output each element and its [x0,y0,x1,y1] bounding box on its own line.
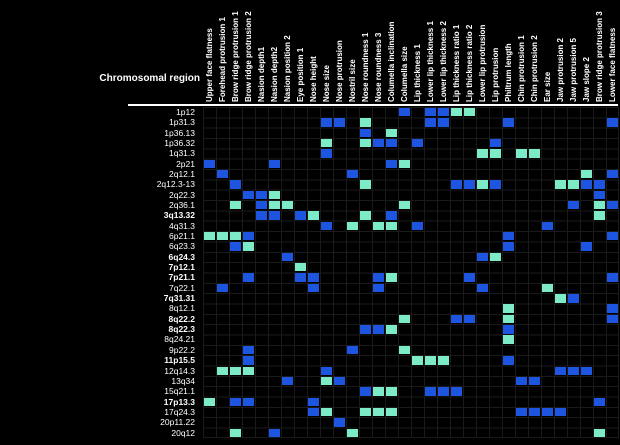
matrix-cell-blue-association [568,294,579,302]
matrix-cell-cyan-association [477,149,488,157]
matrix-cell-blue-association [360,129,371,137]
matrix-cell-cyan-association [490,253,501,261]
matrix-cell-cyan-association [230,232,241,240]
matrix-cell-blue-association [503,325,514,333]
matrix-cell-blue-association [347,346,358,354]
matrix-cell-blue-association [360,325,371,333]
matrix-cell-blue-association [295,211,306,219]
matrix-cell-cyan-association [399,315,410,323]
matrix-cell-blue-association [412,222,423,230]
matrix-cell-cyan-association [295,263,306,271]
matrix-cell-blue-association [607,304,618,312]
matrix-cell-blue-association [334,118,345,126]
matrix-cell-cyan-association [464,108,475,116]
matrix-cell-cyan-association [438,356,449,364]
matrix-cell-blue-association [321,149,332,157]
matrix-cell-blue-association [321,118,332,126]
matrix-cell-blue-association [217,170,228,178]
row-label: 7p12.1 [168,262,195,273]
matrix-cell-cyan-association [347,222,358,230]
row-label: 17q24.3 [164,406,195,417]
matrix-cell-cyan-association [542,284,553,292]
row-label: 6q23.3 [169,241,195,252]
matrix-cell-blue-association [269,211,280,219]
column-label: Nose size [322,65,331,102]
matrix-cell-cyan-association [399,346,410,354]
row-label: 1p12 [176,107,195,117]
matrix-cell-blue-association [321,367,332,375]
matrix-cell-cyan-association [594,429,605,437]
matrix-cell-cyan-association [503,315,514,323]
matrix-cell-blue-association [308,273,319,281]
column-label: Lip thickness ratio 2 [465,24,474,102]
matrix-cell-blue-association [243,191,254,199]
column-label: Nose roundness 3 [374,32,383,102]
matrix-cell-cyan-association [204,398,215,406]
matrix-cell-blue-association [607,232,618,240]
row-label: 11p15.5 [164,355,195,366]
matrix-cell-blue-association [555,367,566,375]
row-label: 8q22.2 [168,313,195,324]
column-label: Ear size [543,71,552,102]
matrix-cell-cyan-association [230,201,241,209]
row-label: 20p11.22 [160,417,195,428]
column-label: Forehead protrusion 1 [218,17,227,102]
column-label: Lower lip protrusion [478,24,487,102]
matrix-cell-cyan-association [269,201,280,209]
matrix-cell-cyan-association [243,242,254,250]
matrix-cell-blue-association [607,315,618,323]
matrix-cell-cyan-association [451,108,462,116]
matrix-cell-blue-association [555,408,566,416]
row-label: 6p21.1 [169,231,195,242]
column-label: Nasion depth2 [270,46,279,102]
matrix-cell-cyan-association [282,201,293,209]
row-label: 7q31.31 [163,293,195,304]
matrix-cell-cyan-association [373,408,384,416]
matrix-cell-blue-association [594,398,605,406]
matrix-cell-blue-association [321,222,332,230]
matrix-cell-blue-association [425,387,436,395]
matrix-cell-cyan-association [503,335,514,343]
matrix-cell-cyan-association [529,149,540,157]
row-label: 6q24.3 [168,251,195,262]
matrix-cell-cyan-association [568,180,579,188]
matrix-cell-blue-association [347,170,358,178]
matrix-cell-blue-association [373,273,384,281]
matrix-cell-cyan-association [230,367,241,375]
matrix-cell-blue-association [243,398,254,406]
matrix-cell-cyan-association [516,149,527,157]
column-label: Philtrum length [504,43,513,102]
matrix-cell-blue-association [204,160,215,168]
row-label: 2q36.1 [169,200,195,211]
matrix-cell-cyan-association [373,387,384,395]
matrix-cell-blue-association [503,242,514,250]
matrix-cell-blue-association [399,108,410,116]
matrix-cell-blue-association [282,377,293,385]
column-label: Nose roundness 1 [361,32,370,102]
matrix-cell-blue-association [256,191,267,199]
matrix-cell-blue-association [607,170,618,178]
matrix-cell-blue-association [438,118,449,126]
column-label: Chin protrusion 2 [530,35,539,102]
row-label: 7p21.1 [168,272,195,283]
matrix-cell-cyan-association [594,211,605,219]
column-label: Brow ridge protrusion 1 [231,11,240,102]
matrix-cell-blue-association [386,139,397,147]
matrix-cell-blue-association [256,201,267,209]
matrix-cell-cyan-association [386,387,397,395]
matrix-cell-cyan-association [217,367,228,375]
matrix-cell-blue-association [230,180,241,188]
matrix-cell-cyan-association [217,232,228,240]
column-label: Lip thickness ratio 1 [452,24,461,102]
matrix-cell-cyan-association [360,180,371,188]
matrix-cell-blue-association [503,232,514,240]
matrix-cell-blue-association [568,367,579,375]
matrix-cell-blue-association [529,377,540,385]
matrix-cell-blue-association [516,377,527,385]
matrix-cell-blue-association [217,284,228,292]
column-label: Lip thickness 1 [413,44,422,102]
column-label: Nostril size [348,59,357,102]
matrix-cell-blue-association [360,387,371,395]
matrix-cell-cyan-association [425,356,436,364]
matrix-cell-cyan-association [477,180,488,188]
matrix-cell-blue-association [464,315,475,323]
matrix-cell-blue-association [438,108,449,116]
matrix-cell-blue-association [581,180,592,188]
matrix-cell-blue-association [451,180,462,188]
column-label: Brow ridge protrusion 3 [595,11,604,102]
matrix-cell-blue-association [477,253,488,261]
column-label: Jaw protrusion 5 [569,37,578,102]
matrix-cell-blue-association [594,180,605,188]
column-label: Brow ridge protrusion 2 [244,11,253,102]
row-label: 4q31.3 [169,220,195,231]
matrix-cell-cyan-association [555,180,566,188]
matrix-cell-blue-association [256,211,267,219]
matrix-cell-blue-association [386,160,397,168]
matrix-cell-blue-association [243,356,254,364]
matrix-cell-blue-association [581,242,592,250]
row-label: 17p13.3 [163,396,195,407]
heatmap-grid [203,107,619,438]
matrix-cell-blue-association [295,273,306,281]
matrix-cell-blue-association [529,408,540,416]
column-label: Upper face flatness [205,28,214,102]
matrix-cell-blue-association [243,232,254,240]
matrix-cell-cyan-association [360,408,371,416]
matrix-cell-blue-association [490,139,501,147]
matrix-cell-blue-association [334,377,345,385]
matrix-cell-blue-association [503,118,514,126]
row-label: 15q21.1 [164,386,195,397]
matrix-cell-blue-association [425,108,436,116]
matrix-cell-cyan-association [386,408,397,416]
column-label: Lower lip thickness 1 [426,21,435,102]
column-label: Jaw slope 2 [582,57,591,102]
row-label: 13q34 [171,375,195,386]
matrix-cell-blue-association [438,387,449,395]
matrix-cell-blue-association [581,367,592,375]
matrix-cell-blue-association [451,387,462,395]
row-label: 1p36.32 [164,138,195,149]
matrix-cell-blue-association [282,253,293,261]
matrix-cell-cyan-association [347,429,358,437]
row-axis-title: Chromosomal region [99,73,200,84]
row-label: 2p21 [176,158,195,169]
matrix-cell-blue-association [464,273,475,281]
matrix-cell-cyan-association [386,222,397,230]
matrix-cell-blue-association [607,201,618,209]
matrix-cell-cyan-association [243,367,254,375]
matrix-cell-blue-association [386,211,397,219]
matrix-cell-blue-association [308,408,319,416]
matrix-cell-blue-association [243,273,254,281]
matrix-cell-blue-association [269,160,280,168]
matrix-cell-cyan-association [373,222,384,230]
row-label: 1p36.13 [164,127,195,138]
matrix-cell-blue-association [607,273,618,281]
matrix-cell-cyan-association [386,273,397,281]
column-label: Columella size [400,46,409,102]
matrix-cell-blue-association [334,418,345,426]
matrix-cell-blue-association [373,325,384,333]
matrix-cell-cyan-association [412,356,423,364]
matrix-cell-blue-association [542,408,553,416]
row-label: 8q12.1 [169,303,195,314]
row-label: 8q22.3 [168,324,195,335]
row-label: 2q22.3 [169,189,195,200]
column-label: Lower lip thickness 2 [439,21,448,102]
matrix-cell-blue-association [477,284,488,292]
matrix-cell-cyan-association [399,201,410,209]
column-label: Chin protrusion 1 [517,35,526,102]
matrix-cell-cyan-association [555,294,566,302]
header-underline [128,104,618,106]
column-label: Nasion position 2 [283,35,292,102]
matrix-cell-blue-association [607,118,618,126]
row-label: 12q14.3 [164,365,195,376]
matrix-cell-cyan-association [321,139,332,147]
matrix-cell-cyan-association [594,201,605,209]
matrix-cell-blue-association [451,315,462,323]
matrix-cell-blue-association [308,284,319,292]
row-label: 1p31.3 [169,117,195,128]
row-label: 1q31.3 [169,148,195,159]
matrix-cell-cyan-association [503,304,514,312]
row-label: 20q12 [171,427,195,438]
matrix-cell-blue-association [373,139,384,147]
matrix-cell-blue-association [503,356,514,364]
column-label: Lower face flatness [608,27,617,102]
matrix-cell-cyan-association [321,377,332,385]
matrix-cell-blue-association [490,180,501,188]
matrix-cell-blue-association [412,139,423,147]
row-label: 8q24.21 [164,334,195,345]
matrix-cell-blue-association [230,398,241,406]
matrix-cell-cyan-association [386,325,397,333]
matrix-cell-cyan-association [269,191,280,199]
column-label: Nose height [309,56,318,102]
column-label: Eye position 1 [296,47,305,102]
row-label: 2q12.3-13 [156,179,195,190]
matrix-cell-blue-association [594,191,605,199]
row-label: 2q12.1 [169,169,195,180]
matrix-cell-cyan-association [386,129,397,137]
matrix-cell-blue-association [425,118,436,126]
column-label: Nose protrusion [335,40,344,102]
matrix-cell-blue-association [373,284,384,292]
row-label: 9p22.2 [169,344,195,355]
matrix-cell-blue-association [269,429,280,437]
row-label: 7q22.1 [169,282,195,293]
column-label: Jaw protrusion 2 [556,37,565,102]
matrix-cell-cyan-association [360,118,371,126]
matrix-cell-cyan-association [490,149,501,157]
matrix-cell-blue-association [516,408,527,416]
column-label: Columella inclination [387,21,396,102]
matrix-cell-blue-association [243,346,254,354]
matrix-cell-blue-association [308,398,319,406]
matrix-cell-cyan-association [230,429,241,437]
matrix-cell-cyan-association [581,170,592,178]
matrix-cell-cyan-association [360,139,371,147]
matrix-cell-blue-association [568,201,579,209]
matrix-cell-cyan-association [204,232,215,240]
matrix-cell-cyan-association [360,211,371,219]
matrix-cell-cyan-association [399,160,410,168]
matrix-cell-blue-association [542,222,553,230]
column-label: Lip protrusion [491,47,500,102]
column-label: Nasion depth1 [257,46,266,102]
matrix-cell-cyan-association [308,211,319,219]
matrix-cell-blue-association [230,242,241,250]
matrix-cell-cyan-association [321,408,332,416]
row-label: 3q13.32 [163,210,195,221]
matrix-cell-blue-association [464,180,475,188]
